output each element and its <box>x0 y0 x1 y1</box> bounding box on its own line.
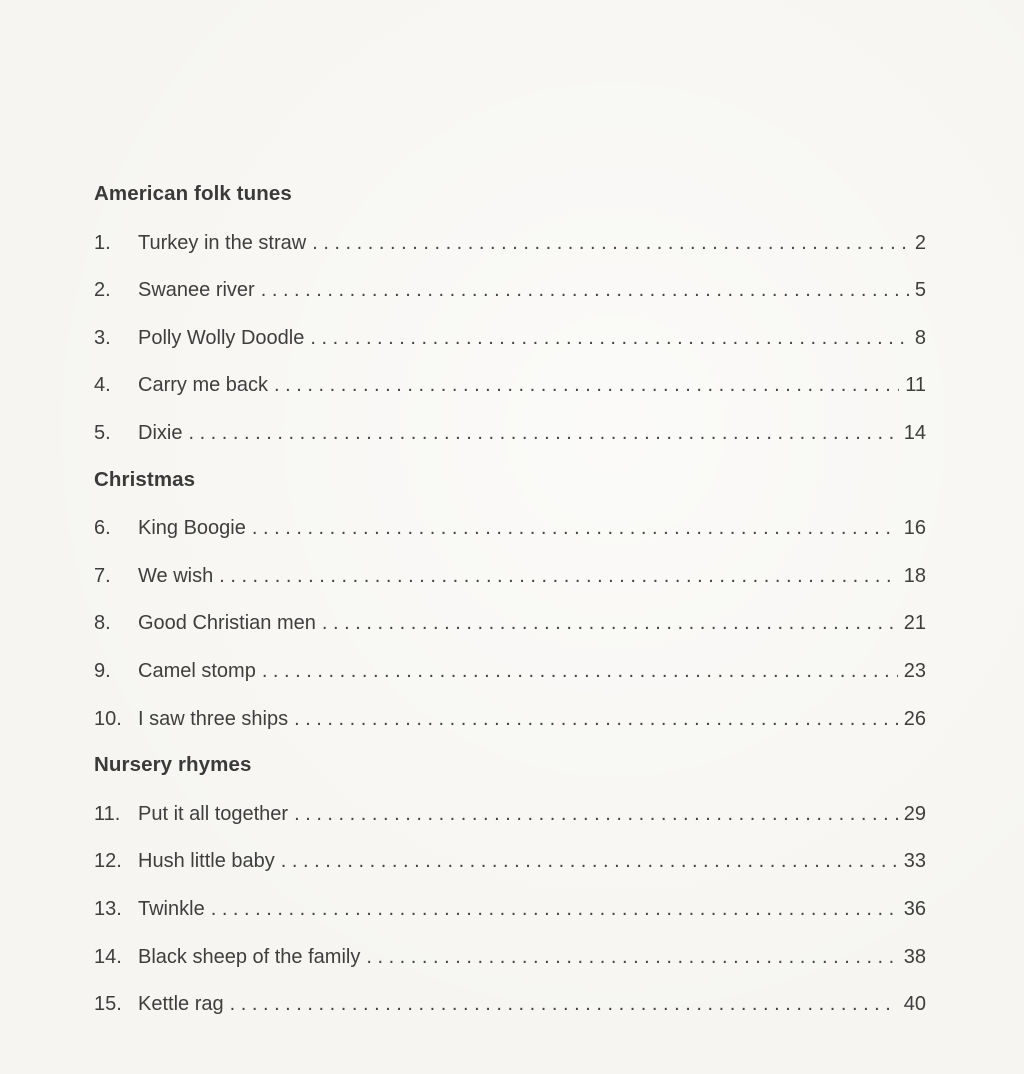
toc-entry <box>94 981 926 1029</box>
entry-title: Carry me back <box>138 374 269 397</box>
entry-page-number: 18 <box>903 564 926 587</box>
toc-entry <box>94 791 926 839</box>
dot-leader <box>261 267 909 315</box>
dot-leader <box>274 362 899 410</box>
entry-number: 1. <box>94 231 111 254</box>
dot-leader <box>322 600 898 648</box>
entry-number: 12. <box>94 850 122 873</box>
dot-leader <box>312 220 909 268</box>
entry-number: 8. <box>94 612 111 635</box>
dot-leader <box>188 410 897 458</box>
dot-leader <box>262 648 898 696</box>
entry-title: Dixie <box>138 421 183 444</box>
section-heading: Nursery rhymes <box>94 753 252 777</box>
dot-leader <box>230 981 898 1029</box>
entry-number: 10. <box>94 707 122 730</box>
toc-entry <box>94 696 926 744</box>
entry-number: 15. <box>94 993 122 1016</box>
toc-entry <box>94 362 926 410</box>
toc-entry <box>94 220 926 268</box>
toc-entry <box>94 410 926 458</box>
entry-page-number: 8 <box>914 326 926 349</box>
entry-title: King Boogie <box>138 517 246 540</box>
entry-title: We wish <box>138 564 214 587</box>
entry-number: 14. <box>94 945 122 968</box>
entry-page-number: 2 <box>914 231 926 254</box>
entry-page-number: 36 <box>903 897 926 920</box>
table-of-contents <box>94 172 926 1029</box>
entry-title: I saw three ships <box>138 707 289 730</box>
entry-title: Twinkle <box>138 897 205 920</box>
dot-leader <box>281 838 898 886</box>
entry-number: 9. <box>94 659 111 682</box>
entry-page-number: 11 <box>905 374 926 397</box>
toc-entry <box>94 838 926 886</box>
entry-page-number: 23 <box>903 659 926 682</box>
entry-page-number: 14 <box>903 421 926 444</box>
entry-title: Put it all together <box>138 802 289 825</box>
entry-number: 4. <box>94 374 111 397</box>
entry-number: 7. <box>94 564 111 587</box>
entry-title: Kettle rag <box>138 993 224 1016</box>
entry-page-number: 29 <box>903 802 926 825</box>
toc-entry <box>94 553 926 601</box>
entry-title: Black sheep of the family <box>138 945 361 968</box>
toc-entry <box>94 934 926 982</box>
toc-entry <box>94 267 926 315</box>
dot-leader <box>219 553 898 601</box>
dot-leader <box>366 934 897 982</box>
section-heading: American folk tunes <box>94 182 292 205</box>
entry-title: Hush little baby <box>138 850 275 873</box>
entry-title: Turkey in the straw <box>138 231 307 254</box>
toc-entry <box>94 600 926 648</box>
entry-title: Swanee river <box>138 279 255 302</box>
toc-entry <box>94 505 926 553</box>
toc-entry <box>94 886 926 934</box>
entry-page-number: 5 <box>914 279 926 302</box>
entry-title: Camel stomp <box>138 659 256 682</box>
entry-page-number: 38 <box>903 945 926 968</box>
dot-leader <box>310 315 909 363</box>
entry-page-number: 40 <box>903 993 926 1016</box>
entry-number: 3. <box>94 326 111 349</box>
entry-title: Good Christian men <box>138 612 316 635</box>
entry-page-number: 26 <box>903 707 926 730</box>
entry-number: 11. <box>94 802 121 825</box>
dot-leader <box>252 505 898 553</box>
entry-page-number: 16 <box>903 517 926 540</box>
entry-number: 2. <box>94 279 111 302</box>
dot-leader <box>211 886 898 934</box>
entry-page-number: 33 <box>903 850 926 873</box>
entry-title: Polly Wolly Doodle <box>138 326 305 349</box>
dot-leader <box>294 696 898 744</box>
toc-entry <box>94 648 926 696</box>
entry-page-number: 21 <box>903 612 926 635</box>
entry-number: 13. <box>94 897 122 920</box>
dot-leader <box>294 791 898 839</box>
toc-entry <box>94 315 926 363</box>
entry-number: 5. <box>94 421 111 444</box>
section-heading: Christmas <box>94 467 196 491</box>
entry-number: 6. <box>94 517 111 540</box>
